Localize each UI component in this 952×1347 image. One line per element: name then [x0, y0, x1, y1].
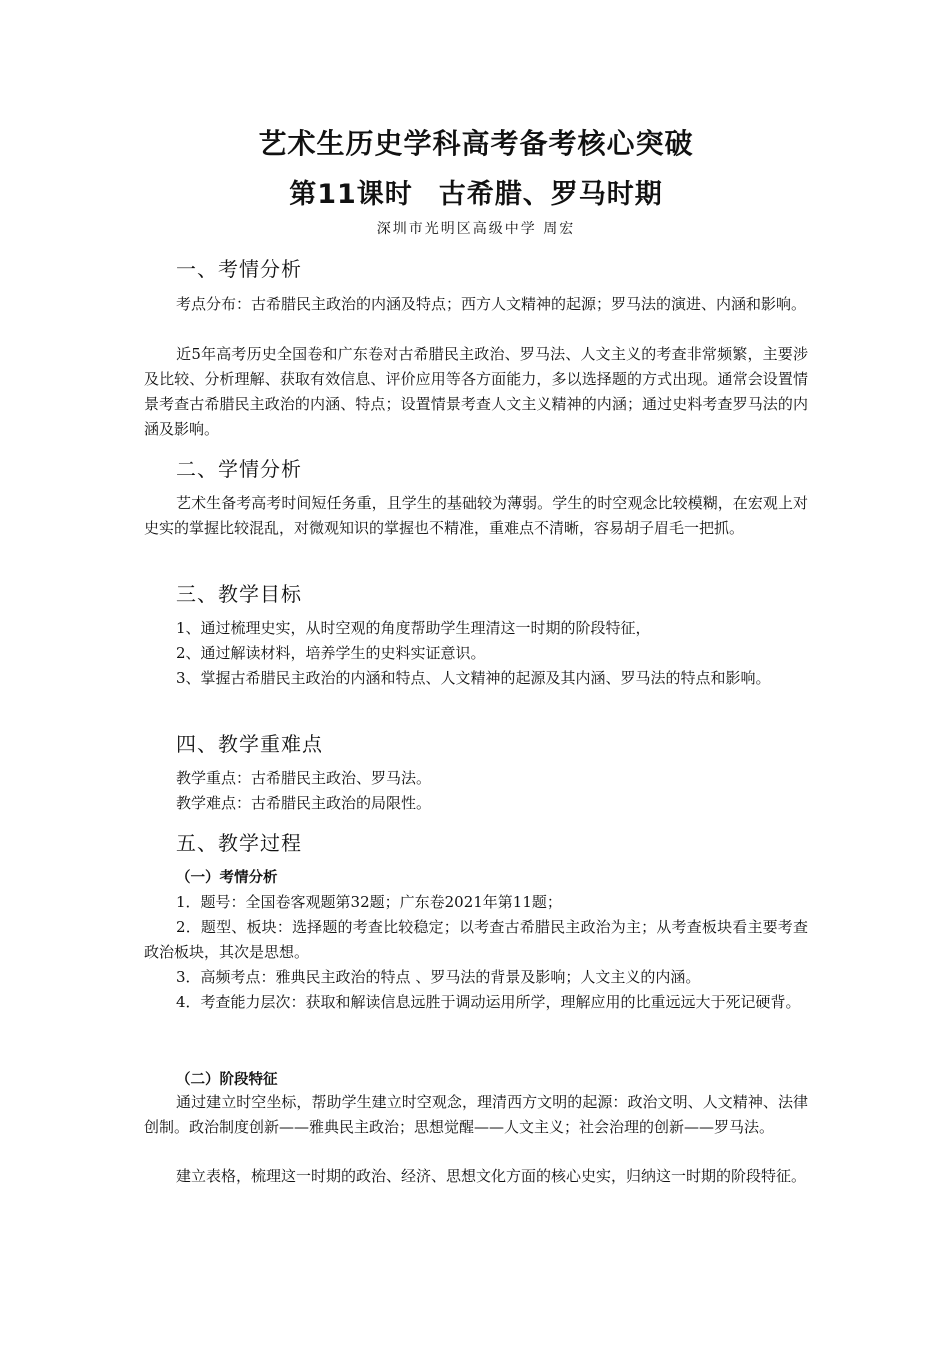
document-title: 艺术生历史学科高考备考核心突破: [258, 127, 694, 160]
subsection-heading: （二）阶段特征: [176, 1072, 278, 1088]
section-heading-teaching-goals: 三、教学目标: [176, 582, 302, 606]
lesson-number: 第11课时: [289, 179, 413, 210]
section-heading-key-points: 四、教学重难点: [176, 732, 323, 756]
list-item: 1．题号：全国卷客观题第32题；广东卷2021年第11题；: [176, 893, 562, 911]
author-line: 深圳市光明区高级中学 周宏: [376, 221, 576, 237]
list-item: 教学重点：古希腊民主政治、罗马法。: [176, 769, 432, 787]
section-heading-exam-analysis: 一、考情分析: [176, 257, 302, 281]
list-item: 3、掌握古希腊民主政治的内涵和特点、人文精神的起源及其内涵、罗马法的特点和影响。: [176, 669, 771, 687]
paragraph: 通过建立时空坐标，帮助学生建立时空观念，理清西方文明的起源：政治文明、人文精神、法律创制。政治制度创新——雅典民主政治；思想觉醒——人文主义；社会治理的创新——罗马法。: [144, 1093, 808, 1136]
list-item: 教学难点：古希腊民主政治的局限性。: [176, 794, 432, 812]
paragraph: 考点分布：古希腊民主政治的内涵及特点；西方人文精神的起源；罗马法的演进、内涵和影响。: [176, 295, 807, 313]
section-heading-teaching-process: 五、教学过程: [176, 831, 302, 855]
lesson-subtitle: [0, 172, 952, 211]
paragraph: 建立表格，梳理这一时期的政治、经济、思想文化方面的核心史实，归纳这一时期的阶段特征。: [176, 1167, 807, 1185]
list-item: 3．高频考点：雅典民主政治的特点 、罗马法的背景及影响；人文主义的内涵。: [176, 968, 701, 986]
paragraph: 近5年高考历史全国卷和广东卷对古希腊民主政治、罗马法、人文主义的考查非常频繁，主要涉及比较、分析理解、获取有效信息、评价应用等各方面能力，多以选择题的方式出现。通常会设置情景考查古希腊民主政治的内涵、特点；设置情景考查人文主义精神的内涵；通过史料考查罗马法的内涵及影响。: [144, 345, 808, 438]
list-item: 4．考查能力层次：获取和解读信息远胜于调动运用所学，理解应用的比重远远大于死记硬背。: [176, 993, 801, 1011]
section-heading-student-analysis: 二、学情分析: [176, 457, 302, 481]
subsection-heading: （一）考情分析: [176, 870, 278, 886]
lesson-topic: 古希腊、罗马时期: [438, 179, 663, 210]
paragraph: 艺术生备考高考时间短任务重，且学生的基础较为薄弱。学生的时空观念比较模糊，在宏观上对史实的掌握比较混乱，对微观知识的掌握也不精准，重难点不清晰，容易胡子眉毛一把抓。: [144, 494, 808, 537]
list-item: 2、通过解读材料，培养学生的史料实证意识。: [176, 644, 486, 662]
list-item: 2．题型、板块：选择题的考查比较稳定；以考查古希腊民主政治为主；从考查板块看主要考查政治板块，其次是思想。: [144, 918, 808, 961]
list-item: 1、通过梳理史实，从时空观的角度帮助学生理清这一时期的阶段特征，: [176, 619, 651, 637]
